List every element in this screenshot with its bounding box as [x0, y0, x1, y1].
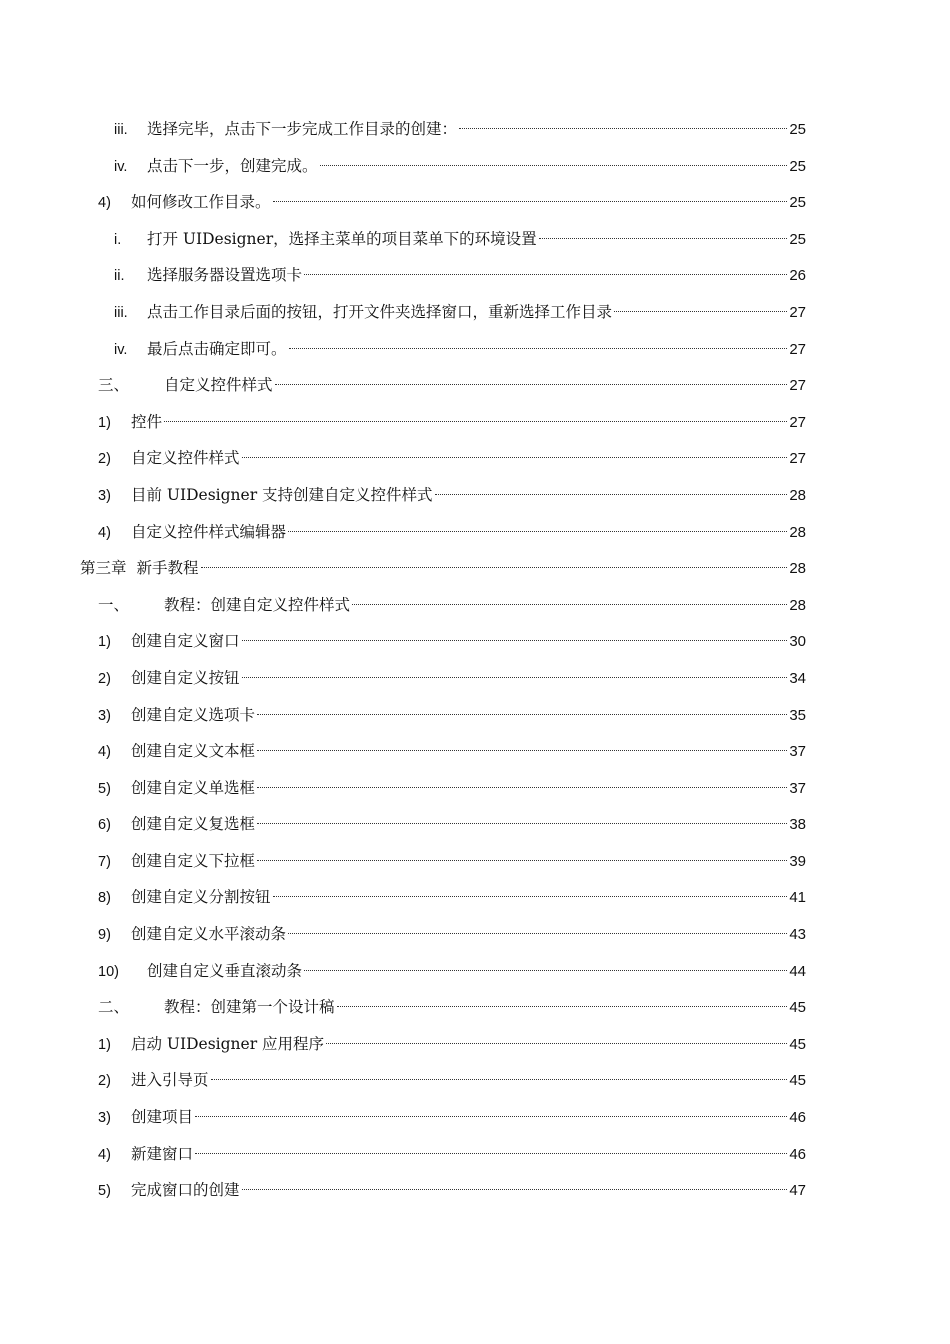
toc-entry[interactable]: [0, 366, 950, 403]
toc-dot-leader: [257, 860, 787, 861]
toc-entry[interactable]: [0, 915, 950, 952]
toc-entry-title: 如何修改工作目录。: [131, 193, 271, 212]
toc-entry-title: 选择完毕，点击下一步完成工作目录的创建：: [147, 120, 458, 138]
toc-page-number: 28: [789, 560, 806, 578]
toc-entry-number: 第三章: [80, 559, 127, 578]
toc-entry-line: [0, 338, 806, 360]
toc-page-number: 37: [789, 779, 806, 797]
toc-entry-title: 创建自定义分割按钮: [131, 888, 271, 907]
toc-page-number: 45: [789, 1072, 806, 1090]
toc-page-number: 43: [789, 926, 806, 944]
toc-page-number: 45: [789, 999, 806, 1017]
toc-entry-line: [0, 740, 806, 762]
toc-page-number: 46: [789, 1145, 806, 1163]
toc-entry-line: [0, 594, 806, 616]
toc-entry-title: 新建窗口: [131, 1144, 194, 1163]
toc-entry[interactable]: [0, 732, 950, 769]
toc-entry-line: [0, 630, 806, 652]
toc-entry-title: 教程：创建第一个设计稿: [164, 998, 335, 1017]
toc-entry[interactable]: [0, 439, 950, 476]
toc-entry-title: 自定义控件样式: [131, 449, 240, 468]
toc-entry-title: 最后点击确定即可。: [147, 339, 287, 358]
toc-entry-number: 3): [98, 487, 111, 504]
toc-entry-line: [0, 886, 806, 908]
toc-entry-title: 自定义控件样式: [164, 376, 273, 395]
toc-entry-line: [0, 923, 806, 945]
toc-entry-line: [0, 1069, 806, 1091]
toc-dot-leader: [304, 274, 787, 275]
toc-entry[interactable]: [0, 659, 950, 696]
toc-entry[interactable]: [0, 842, 950, 879]
toc-entry-number: 1): [98, 414, 111, 431]
toc-entry-line: [0, 1143, 806, 1165]
toc-entry-number: 三、: [98, 376, 130, 395]
toc-dot-leader: [195, 1116, 787, 1117]
toc-dot-leader: [337, 1006, 788, 1007]
toc-dot-leader: [288, 531, 787, 532]
toc-entry-title: 自定义控件样式编辑器: [131, 522, 287, 541]
toc-entry-title: 创建项目: [131, 1108, 194, 1127]
toc-entry-number: 一、: [98, 595, 130, 614]
toc-dot-leader: [257, 823, 787, 824]
toc-entry-number: 1): [98, 634, 111, 651]
toc-page-number: 27: [789, 377, 806, 395]
toc-entry-title: 创建自定义选项卡: [131, 705, 256, 724]
toc-dot-leader: [242, 1189, 788, 1190]
toc-entry[interactable]: [0, 1135, 950, 1172]
toc-entry-line: [0, 960, 806, 982]
toc-entry[interactable]: [0, 476, 950, 513]
toc-entry-line: [0, 228, 806, 250]
toc-dot-leader: [257, 714, 787, 715]
toc-page-number: 27: [789, 413, 806, 431]
toc-dot-leader: [304, 970, 787, 971]
toc-entry-number: 4): [98, 524, 111, 541]
toc-dot-leader: [614, 311, 787, 312]
toc-entry[interactable]: [0, 696, 950, 733]
toc-dot-leader: [273, 896, 788, 897]
toc-entry-number: 2): [98, 451, 111, 468]
toc-dot-leader: [326, 1043, 787, 1044]
toc-dot-leader: [242, 640, 788, 641]
toc-entry[interactable]: [0, 330, 950, 367]
toc-entry[interactable]: [0, 1098, 950, 1135]
toc-entry-title: 点击工作目录后面的按钮，打开文件夹选择窗口，重新选择工作目录: [147, 302, 613, 321]
toc-dot-leader: [195, 1153, 787, 1154]
toc-entry-title: 新手教程: [136, 559, 199, 578]
toc-entry[interactable]: [0, 805, 950, 842]
toc-entry-number: 2): [98, 670, 111, 687]
toc-entry-line: [0, 557, 806, 579]
toc-page-number: 27: [789, 303, 806, 321]
toc-entry[interactable]: [0, 878, 950, 915]
toc-entry-title: 选择服务器设置选项卡: [147, 266, 303, 285]
toc-entry-number: 5): [98, 1183, 111, 1200]
toc-entry-number: iv.: [114, 158, 128, 175]
toc-page-number: 25: [789, 121, 806, 138]
toc-page-number: 28: [789, 523, 806, 541]
toc-entry[interactable]: [0, 1025, 950, 1062]
toc-entry-title: 创建自定义垂直滚动条: [147, 961, 303, 980]
toc-entry-title: 打开 UIDesigner，选择主菜单的项目菜单下的环境设置: [147, 229, 537, 248]
toc-dot-leader: [289, 348, 788, 349]
toc-entry[interactable]: [0, 1171, 950, 1208]
toc-entry[interactable]: [0, 403, 950, 440]
toc-page-number: 38: [789, 816, 806, 834]
toc-entry[interactable]: [0, 586, 950, 623]
toc-entry[interactable]: [0, 183, 950, 220]
toc-entry-line: [0, 155, 806, 177]
toc-entry-number: 2): [98, 1073, 111, 1090]
toc-entry-line: [0, 301, 806, 323]
toc-dot-leader: [201, 567, 788, 568]
toc-entry-title: 控件: [131, 412, 163, 431]
toc-page-number: 27: [789, 340, 806, 358]
toc-entry-number: 4): [98, 744, 111, 761]
toc-entry[interactable]: [0, 549, 950, 586]
toc-entry-number: 3): [98, 707, 111, 724]
toc-entry-number: 6): [98, 817, 111, 834]
toc-page-number: 41: [789, 889, 806, 907]
toc-page-number: 37: [789, 743, 806, 761]
toc-entry-line: [0, 118, 806, 140]
toc-entry-title: 创建自定义单选框: [131, 778, 256, 797]
toc-entry[interactable]: [0, 147, 950, 184]
toc-entry-number: 9): [98, 927, 111, 944]
toc-page-number: 44: [789, 962, 806, 980]
toc-entry-title: 创建自定义按钮: [131, 668, 240, 687]
toc-page-number: 35: [789, 706, 806, 724]
toc-page-number: 39: [789, 852, 806, 870]
toc-entry-title: 完成窗口的创建: [131, 1181, 240, 1200]
toc-entry[interactable]: [0, 220, 950, 257]
toc-entry[interactable]: [0, 293, 950, 330]
toc-entry-title: 点击下一步，创建完成。: [147, 156, 318, 175]
toc-page-number: 34: [789, 669, 806, 687]
toc-entry-title: 创建自定义下拉框: [131, 851, 256, 870]
toc-page-number: 47: [789, 1182, 806, 1200]
toc-entry-number: 3): [98, 1110, 111, 1127]
toc-entry[interactable]: [0, 513, 950, 550]
toc-page-number: 25: [789, 230, 806, 248]
toc-entry-title: 创建自定义复选框: [131, 815, 256, 834]
toc-dot-leader: [257, 787, 787, 788]
toc-entry[interactable]: [0, 988, 950, 1025]
toc-dot-leader: [539, 238, 788, 239]
toc-entry-number: 10): [98, 963, 119, 980]
toc-dot-leader: [459, 128, 787, 129]
toc-entry-title: 创建自定义文本框: [131, 742, 256, 761]
toc-entry-number: iv.: [114, 341, 128, 358]
toc-entry-title: 进入引导页: [131, 1071, 209, 1090]
table-of-contents: [0, 110, 950, 1208]
toc-entry[interactable]: [0, 769, 950, 806]
toc-entry-line: [0, 996, 806, 1018]
toc-entry-line: [0, 1033, 806, 1055]
toc-entry-number: 4): [98, 195, 111, 212]
toc-entry-line: [0, 447, 806, 469]
toc-page-number: 25: [789, 157, 806, 175]
toc-dot-leader: [211, 1079, 788, 1080]
toc-entry-title: 目前 UIDesigner 支持创建自定义控件样式: [131, 485, 433, 504]
toc-entry-title: 教程：创建自定义控件样式: [164, 595, 351, 614]
toc-dot-leader: [257, 750, 787, 751]
toc-entry[interactable]: [0, 256, 950, 293]
toc-page-number: 26: [789, 267, 806, 285]
toc-entry-number: 5): [98, 780, 111, 797]
toc-page-number: 28: [789, 486, 806, 504]
toc-entry-number: i.: [114, 231, 122, 248]
toc-dot-leader: [275, 384, 788, 385]
toc-entry-line: [0, 374, 806, 396]
toc-entry-title: 创建自定义窗口: [131, 632, 240, 651]
toc-entry-number: 4): [98, 1146, 111, 1163]
toc-page-number: 25: [789, 194, 806, 212]
toc-page-number: 27: [789, 450, 806, 468]
toc-entry-line: [0, 1106, 806, 1128]
toc-dot-leader: [242, 457, 788, 458]
toc-entry[interactable]: [0, 1061, 950, 1098]
toc-dot-leader: [320, 165, 788, 166]
toc-dot-leader: [352, 604, 787, 605]
toc-dot-leader: [164, 421, 787, 422]
toc-dot-leader: [242, 677, 788, 678]
toc-entry[interactable]: [0, 622, 950, 659]
toc-entry-title: 启动 UIDesigner 应用程序: [131, 1034, 325, 1053]
toc-entry-line: [0, 1179, 806, 1201]
toc-entry-line: [0, 777, 806, 799]
toc-entry[interactable]: [0, 110, 950, 147]
toc-dot-leader: [273, 201, 788, 202]
toc-page-number: 45: [789, 1035, 806, 1053]
toc-page-number: 46: [789, 1109, 806, 1127]
toc-entry-number: iii.: [114, 304, 128, 321]
toc-entry-number: 1): [98, 1036, 111, 1053]
toc-entry-line: [0, 704, 806, 726]
toc-dot-leader: [288, 933, 787, 934]
toc-entry-line: [0, 850, 806, 872]
toc-entry-line: [0, 484, 806, 506]
toc-entry-line: [0, 411, 806, 433]
toc-entry-line: [0, 264, 806, 286]
toc-dot-leader: [435, 494, 788, 495]
toc-entry-number: 二、: [98, 998, 130, 1017]
toc-entry-line: [0, 191, 806, 213]
toc-page-number: 30: [789, 633, 806, 651]
toc-entry-number: iii.: [114, 122, 128, 138]
toc-entry-line: [0, 813, 806, 835]
toc-entry-line: [0, 521, 806, 543]
toc-entry-number: 8): [98, 890, 111, 907]
toc-entry-number: ii.: [114, 268, 125, 285]
toc-entry-line: [0, 667, 806, 689]
toc-page-number: 28: [789, 596, 806, 614]
toc-entry[interactable]: [0, 952, 950, 989]
toc-entry-number: 7): [98, 853, 111, 870]
toc-entry-title: 创建自定义水平滚动条: [131, 925, 287, 944]
